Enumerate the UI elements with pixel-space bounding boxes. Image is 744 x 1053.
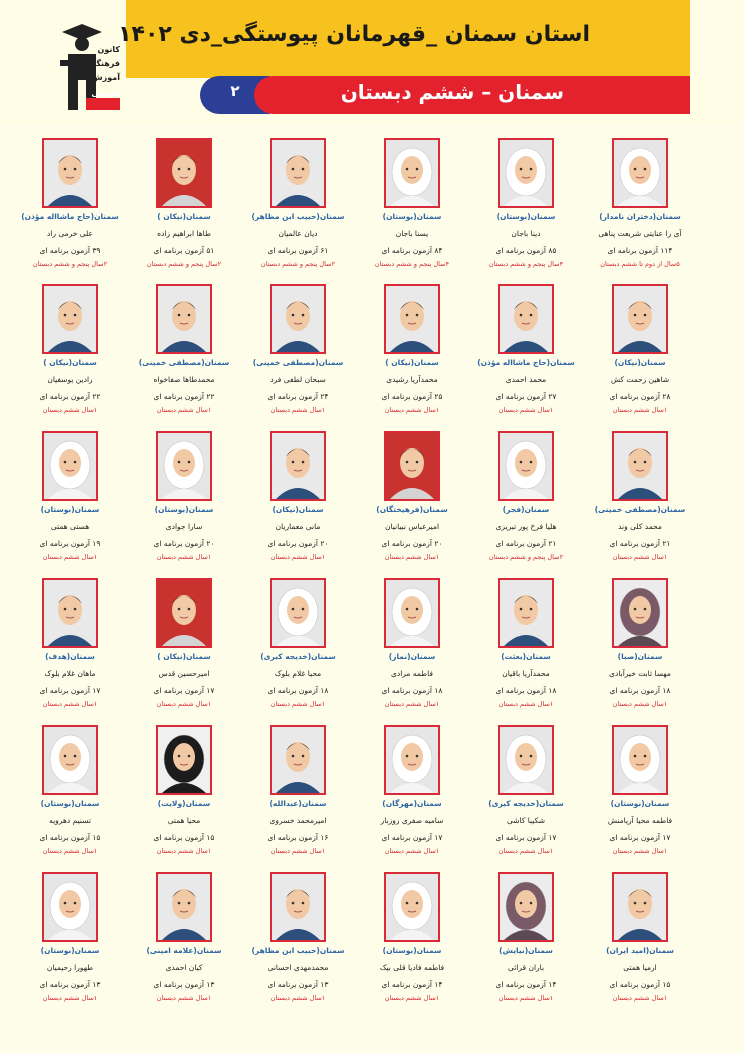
- student-name: فاطمه فادیا قلی بیک: [379, 963, 445, 972]
- years-text: ۱سال ششم دبستان: [384, 700, 440, 708]
- exam-count: ۲۱ آزمون برنامه ای: [495, 539, 557, 548]
- years-text: ۴سال پنجم و ششم دبستان: [374, 260, 450, 268]
- student-photo: [612, 872, 668, 942]
- student-photo: [156, 284, 212, 354]
- student-name: محمدطاها صفاخواه: [153, 375, 215, 384]
- school-name: سمنان(نیکان): [272, 505, 324, 514]
- student-photo: [270, 284, 326, 354]
- logo-line: قلم‌چی: [91, 89, 120, 98]
- logo-line: فرهنگی: [88, 59, 120, 68]
- student-name: هستی همتی: [50, 522, 90, 531]
- years-text: ۱سال ششم دبستان: [156, 406, 212, 414]
- exam-count: ۱۵ آزمون برنامه ای: [609, 980, 671, 989]
- school-name: سمنان(فجر): [502, 505, 550, 514]
- student-name: دینا باجان: [511, 229, 541, 238]
- student-name: رادین یوسفیان: [47, 375, 93, 384]
- exam-count: ۱۸ آزمون برنامه ای: [381, 686, 443, 695]
- student-card: [238, 578, 358, 724]
- student-photo: [612, 578, 668, 648]
- exam-count: ۱۵ آزمون برنامه ای: [153, 833, 215, 842]
- years-text: ۱سال ششم دبستان: [270, 553, 326, 561]
- years-text: ۱سال ششم دبستان: [42, 406, 98, 414]
- years-text: ۵سال از دوم تا ششم دبستان: [600, 260, 680, 268]
- student-photo: [384, 725, 440, 795]
- years-text: ۱سال ششم دبستان: [612, 994, 668, 1002]
- student-card: [580, 725, 700, 871]
- years-text: ۱سال ششم دبستان: [270, 994, 326, 1002]
- student-photo: [156, 725, 212, 795]
- school-name: سمنان(بوستان): [496, 212, 556, 221]
- page-title: استان سمنان _قهرمانان پیوستگی_دی ۱۴۰۲: [118, 22, 590, 47]
- school-name: سمنان(بوستان): [382, 212, 442, 221]
- student-card: [466, 872, 586, 1018]
- years-text: ۱سال ششم دبستان: [612, 700, 668, 708]
- student-card: [10, 284, 130, 430]
- years-text: ۱سال ششم دبستان: [498, 847, 554, 855]
- student-photo: [498, 138, 554, 208]
- student-photo: [270, 725, 326, 795]
- school-name: سمنان(هدف): [45, 652, 95, 661]
- student-name: شکیبا کاشی: [506, 816, 545, 825]
- student-card: [10, 725, 130, 871]
- school-name: سمنان(عبدالله): [269, 799, 327, 808]
- exam-count: ۸۵ آزمون برنامه ای: [495, 246, 557, 255]
- school-name: سمنان(خدیجه کبری): [260, 652, 336, 661]
- student-card: [124, 431, 244, 577]
- student-photo: [270, 431, 326, 501]
- years-text: ۱سال ششم دبستان: [270, 406, 326, 414]
- school-name: سمنان(بوستان): [154, 505, 214, 514]
- student-name: سبحان لطفی فرد: [270, 375, 326, 384]
- exam-count: ۱۳ آزمون برنامه ای: [39, 980, 101, 989]
- exam-count: ۱۷ آزمون برنامه ای: [495, 833, 557, 842]
- student-name: سامیه صفری روزبار: [380, 816, 444, 825]
- years-text: ۱سال ششم دبستان: [156, 847, 212, 855]
- school-name: سمنان(ولایت): [157, 799, 211, 808]
- exam-count: ۲۱ آزمون برنامه ای: [609, 539, 671, 548]
- years-text: ۱سال ششم دبستان: [42, 994, 98, 1002]
- student-name: شاهین زحمت کش: [610, 375, 670, 384]
- school-name: سمنان(نیایش): [499, 946, 553, 955]
- student-card: [10, 138, 130, 284]
- exam-count: ۵۱ آزمون برنامه ای: [153, 246, 215, 255]
- student-card: [466, 284, 586, 430]
- logo-line: کانون: [97, 45, 120, 54]
- school-name: سمنان(بعثت): [501, 652, 551, 661]
- exam-count: ۲۰ آزمون برنامه ای: [267, 539, 329, 548]
- student-card: [238, 725, 358, 871]
- exam-count: ۱۴ آزمون برنامه ای: [495, 980, 557, 989]
- student-card: [580, 872, 700, 1018]
- exam-count: ۱۹ آزمون برنامه ای: [39, 539, 101, 548]
- years-text: ۱سال ششم دبستان: [612, 847, 668, 855]
- institute-logo: [56, 20, 124, 114]
- student-photo: [42, 284, 98, 354]
- exam-count: ۶۱ آزمون برنامه ای: [267, 246, 329, 255]
- exam-count: ۳۹ آزمون برنامه ای: [39, 246, 101, 255]
- page-number: ۲: [230, 82, 240, 100]
- student-name: فاطمه مرادی: [390, 669, 434, 678]
- years-text: ۱سال ششم دبستان: [42, 847, 98, 855]
- student-card: [10, 872, 130, 1018]
- student-card: [580, 284, 700, 430]
- school-name: سمنان(نیکان ): [43, 358, 97, 367]
- school-name: سمنان(فرهیختگان): [376, 505, 448, 514]
- years-text: ۱سال ششم دبستان: [42, 700, 98, 708]
- school-name: سمنان(امید ایران): [606, 946, 674, 955]
- exam-count: ۱۴ آزمون برنامه ای: [381, 980, 443, 989]
- student-photo: [156, 872, 212, 942]
- years-text: ۱سال ششم دبستان: [156, 994, 212, 1002]
- student-name: فاطمه محیا آریامنش: [607, 816, 673, 825]
- student-card: [352, 872, 472, 1018]
- exam-count: ۱۷ آزمون برنامه ای: [153, 686, 215, 695]
- student-photo: [42, 138, 98, 208]
- exam-count: ۱۷ آزمون برنامه ای: [381, 833, 443, 842]
- student-card: [238, 138, 358, 284]
- exam-count: ۱۵ آزمون برنامه ای: [39, 833, 101, 842]
- school-name: سمنان(مصطفی خمینی): [252, 358, 344, 367]
- school-name: سمنان(حبیب ابن مظاهر): [251, 946, 345, 955]
- student-name: مانی معماریان: [275, 522, 321, 531]
- school-name: سمنان(دختران نامدار): [599, 212, 681, 221]
- exam-count: ۱۷ آزمون برنامه ای: [39, 686, 101, 695]
- exam-count: ۱۸ آزمون برنامه ای: [495, 686, 557, 695]
- student-card: [466, 431, 586, 577]
- exam-count: ۱۱۴ آزمون برنامه ای: [607, 246, 673, 255]
- student-name: هلیا فرخ پور تبریزی: [495, 522, 557, 531]
- years-text: ۲سال پنجم و ششم دبستان: [146, 260, 222, 268]
- school-name: سمنان(حبیب ابن مظاهر): [251, 212, 345, 221]
- student-card: [352, 138, 472, 284]
- exam-count: ۱۸ آزمون برنامه ای: [267, 686, 329, 695]
- student-name: محیا غلام بلوک: [274, 669, 322, 678]
- student-photo: [156, 578, 212, 648]
- years-text: ۲سال پنجم و ششم دبستان: [32, 260, 108, 268]
- student-name: محمد کلی وند: [618, 522, 662, 531]
- exam-count: ۱۷ آزمون برنامه ای: [609, 833, 671, 842]
- exam-count: ۱۸ آزمون برنامه ای: [609, 686, 671, 695]
- years-text: ۱سال ششم دبستان: [384, 994, 440, 1002]
- student-photo: [384, 578, 440, 648]
- school-name: سمنان(صبا): [617, 652, 663, 661]
- student-card: [124, 725, 244, 871]
- school-name: سمنان(مصطفی خمینی): [138, 358, 230, 367]
- exam-count: ۲۴ آزمون برنامه ای: [267, 392, 329, 401]
- student-photo: [612, 431, 668, 501]
- student-name: امیرعباس نبیانیان: [384, 522, 440, 531]
- exam-count: ۲۰ آزمون برنامه ای: [153, 539, 215, 548]
- years-text: ۱سال ششم دبستان: [498, 406, 554, 414]
- student-name: امیرمحمد خسروی: [269, 816, 327, 825]
- school-name: سمنان(بوستان): [40, 505, 100, 514]
- student-photo: [384, 431, 440, 501]
- student-photo: [42, 431, 98, 501]
- student-name: امیرحسین قدس: [158, 669, 210, 678]
- student-card: [580, 431, 700, 577]
- student-card: [124, 284, 244, 430]
- years-text: ۱سال ششم دبستان: [384, 847, 440, 855]
- school-name: سمنان(نیکان): [614, 358, 666, 367]
- student-name: محمدآریا باقیان: [502, 669, 550, 678]
- student-card: [580, 138, 700, 284]
- exam-count: ۲۸ آزمون برنامه ای: [609, 392, 671, 401]
- years-text: ۱سال ششم دبستان: [384, 406, 440, 414]
- student-card: [352, 431, 472, 577]
- student-photo: [42, 578, 98, 648]
- student-name: سارا جوادی: [165, 522, 203, 531]
- student-card: [124, 138, 244, 284]
- years-text: ۱سال ششم دبستان: [156, 553, 212, 561]
- school-name: سمنان(بوستان): [610, 799, 670, 808]
- student-name: محیا همتی: [167, 816, 201, 825]
- school-name: سمنان(نیکان ): [385, 358, 439, 367]
- student-card: [466, 138, 586, 284]
- exam-count: ۱۳ آزمون برنامه ای: [153, 980, 215, 989]
- student-name: دیان عالمیان: [278, 229, 318, 238]
- school-name: سمنان(بوستان): [382, 946, 442, 955]
- student-card: [352, 284, 472, 430]
- student-photo: [270, 872, 326, 942]
- page-subtitle: سمنان – ششم دبستان: [340, 80, 564, 104]
- student-card: [124, 578, 244, 724]
- student-photo: [384, 284, 440, 354]
- years-text: ۲سال پنجم و ششم دبستان: [260, 260, 336, 268]
- student-card: [466, 578, 586, 724]
- logo-line: آموزش: [91, 73, 120, 82]
- student-photo: [612, 284, 668, 354]
- student-name: یسنا باجان: [395, 229, 429, 238]
- student-photo: [498, 578, 554, 648]
- student-card: [466, 725, 586, 871]
- student-name: مهسا ثابت خیرآبادی: [609, 669, 671, 678]
- student-card: [352, 578, 472, 724]
- student-name: علی خرمی راد: [46, 229, 94, 238]
- student-card: [238, 872, 358, 1018]
- school-name: سمنان(حاج ماشااله مؤذن): [477, 358, 575, 367]
- student-photo: [156, 431, 212, 501]
- school-name: سمنان(نیکان ): [157, 212, 211, 221]
- school-name: سمنان(بوستان): [40, 799, 100, 808]
- exam-count: ۲۲ آزمون برنامه ای: [39, 392, 101, 401]
- exam-count: ۲۲ آزمون برنامه ای: [153, 392, 215, 401]
- school-name: سمنان(حاج ماشااله مؤذن): [21, 212, 119, 221]
- student-card: [238, 284, 358, 430]
- student-photo: [384, 872, 440, 942]
- exam-count: ۱۶ آزمون برنامه ای: [267, 833, 329, 842]
- student-name: ارمیا همتی: [623, 963, 657, 972]
- student-name: ماهان غلام بلوک: [44, 669, 96, 678]
- school-name: سمنان(علامه امینی): [146, 946, 222, 955]
- student-card: [10, 578, 130, 724]
- years-text: ۱سال ششم دبستان: [612, 553, 668, 561]
- student-name: محمدآریا رشیدی: [386, 375, 438, 384]
- school-name: سمنان(مصطفی خمینی): [594, 505, 686, 514]
- student-card: [10, 431, 130, 577]
- years-text: ۱سال ششم دبستان: [498, 994, 554, 1002]
- student-name: آی را عنایتی شریعت پناهی: [598, 229, 682, 238]
- years-text: ۱سال ششم دبستان: [498, 700, 554, 708]
- student-photo: [270, 138, 326, 208]
- student-photo: [384, 138, 440, 208]
- student-name: محمد احمدی: [505, 375, 547, 384]
- student-photo: [498, 284, 554, 354]
- years-text: ۱سال ششم دبستان: [42, 553, 98, 561]
- exam-count: ۲۰ آزمون برنامه ای: [381, 539, 443, 548]
- school-name: سمنان(نماز): [388, 652, 436, 661]
- student-photo: [498, 725, 554, 795]
- years-text: ۲سال پنجم و ششم دبستان: [488, 553, 564, 561]
- exam-count: ۸۴ آزمون برنامه ای: [381, 246, 443, 255]
- student-name: کیان احمدی: [165, 963, 203, 972]
- years-text: ۱سال ششم دبستان: [384, 553, 440, 561]
- student-photo: [612, 725, 668, 795]
- years-text: ۱سال ششم دبستان: [270, 700, 326, 708]
- school-name: سمنان(بوستان): [40, 946, 100, 955]
- school-name: سمنان(مهرگان): [382, 799, 442, 808]
- years-text: ۱سال ششم دبستان: [612, 406, 668, 414]
- student-card: [580, 578, 700, 724]
- page-header: [0, 0, 744, 124]
- years-text: ۱سال ششم دبستان: [270, 847, 326, 855]
- student-photo: [42, 725, 98, 795]
- student-photo: [270, 578, 326, 648]
- student-card: [124, 872, 244, 1018]
- exam-count: ۲۵ آزمون برنامه ای: [381, 392, 443, 401]
- exam-count: ۱۳ آزمون برنامه ای: [267, 980, 329, 989]
- years-text: ۴سال پنجم و ششم دبستان: [488, 260, 564, 268]
- exam-count: ۲۷ آزمون برنامه ای: [495, 392, 557, 401]
- school-name: سمنان(خدیجه کبری): [488, 799, 564, 808]
- student-photo: [612, 138, 668, 208]
- student-name: باران قرائی: [507, 963, 545, 972]
- years-text: ۱سال ششم دبستان: [156, 700, 212, 708]
- student-name: محمدمهدی احسانی: [267, 963, 329, 972]
- student-photo: [498, 431, 554, 501]
- student-name: طاها ابراهیم زاده: [157, 229, 211, 238]
- student-card: [238, 431, 358, 577]
- student-name: تسنیم دهرویه: [49, 816, 91, 825]
- student-card: [352, 725, 472, 871]
- student-name: طهورا رحیمیان: [46, 963, 94, 972]
- student-photo: [498, 872, 554, 942]
- school-name: سمنان(نیکان ): [157, 652, 211, 661]
- student-photo: [42, 872, 98, 942]
- student-photo: [156, 138, 212, 208]
